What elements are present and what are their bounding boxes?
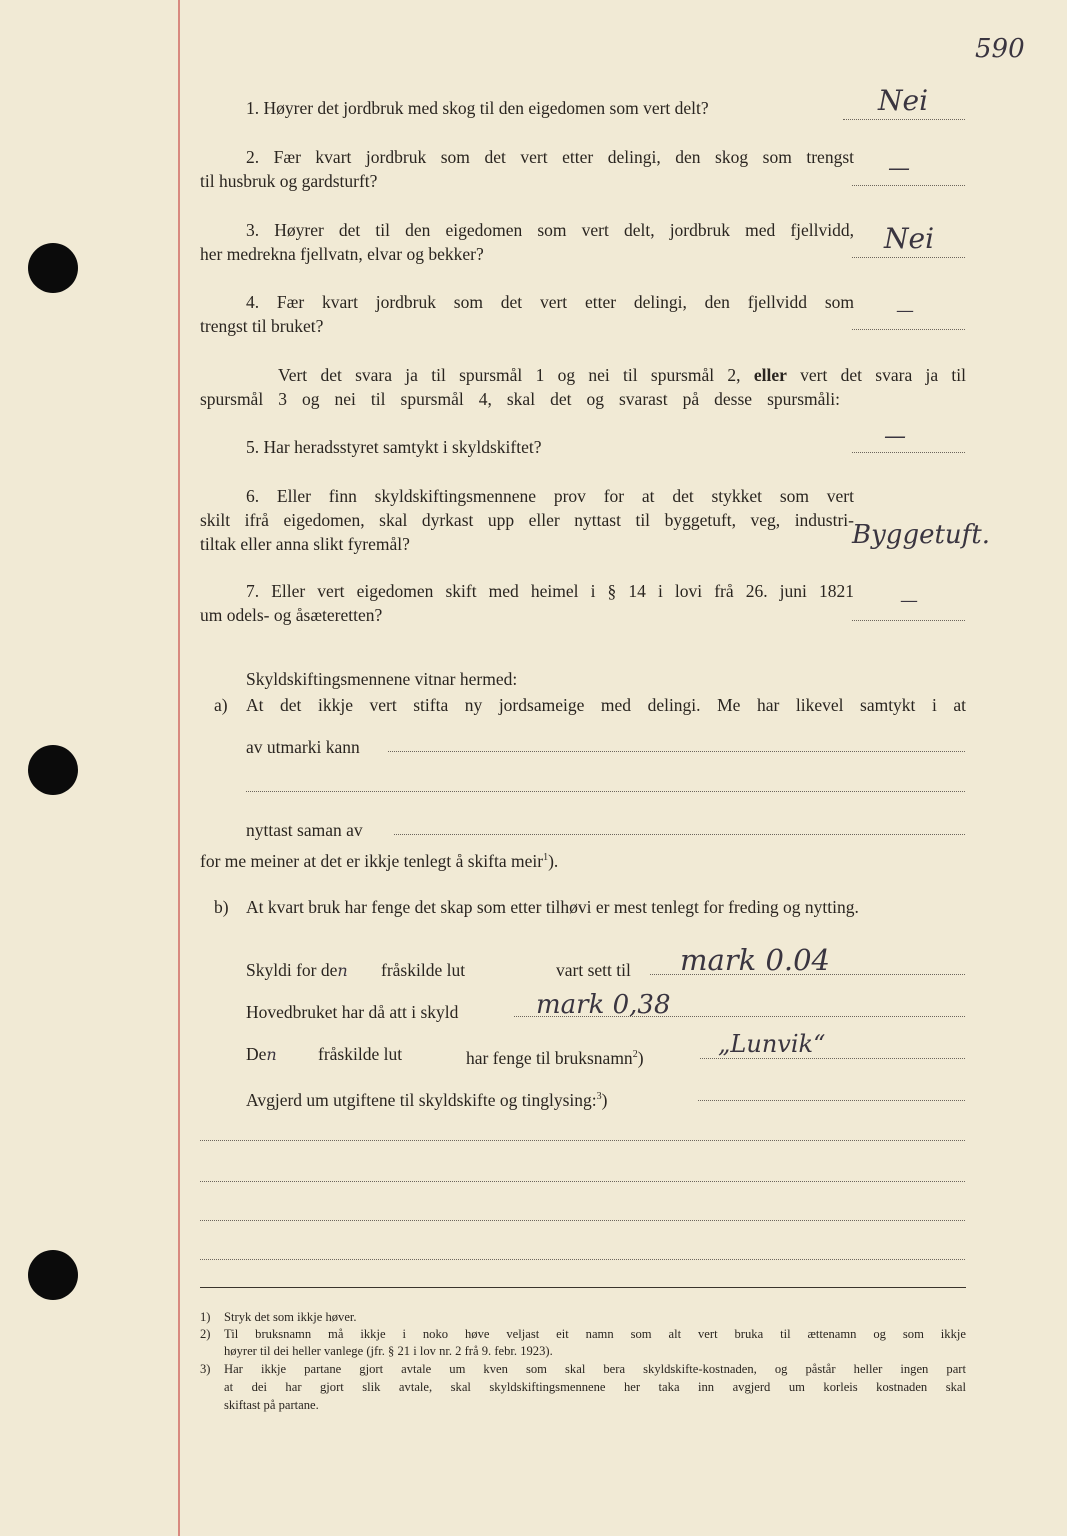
punch-hole-bottom bbox=[28, 1250, 78, 1300]
witness-b-line-1: At kvart bruk har fenge det skap som etter tilhøvi er mest tenlegt for freding og nytting. bbox=[246, 897, 859, 917]
blank-line-3 bbox=[200, 1220, 965, 1221]
answer-line-5 bbox=[852, 452, 965, 453]
witness-heading: Skyldskiftingsmennene vitnar hermed: bbox=[246, 669, 518, 689]
intro-bold-eller: eller bbox=[753, 365, 787, 385]
skyld-line-2-label: Hovedbruket har då att i skyld bbox=[246, 1002, 459, 1022]
witness-a-line-4 bbox=[200, 846, 558, 873]
skyld-line-1-a: Skyldi for de bbox=[246, 960, 338, 980]
question-3-line-2: her medrekna fjellvatn, elvar og bekker? bbox=[200, 244, 484, 264]
skyld-line-3-label bbox=[246, 1043, 277, 1066]
skyld-line-3-handwritten-n: n bbox=[266, 1045, 277, 1064]
footnote-ref-1: 1 bbox=[543, 852, 549, 863]
utmark-fill-line-2 bbox=[246, 791, 965, 792]
skyld-line-1-label bbox=[246, 959, 348, 982]
question-6-line-3: tiltak eller anna slikt fyremål? bbox=[200, 534, 410, 554]
witness-a-label: a) bbox=[214, 695, 228, 715]
answer-line-3 bbox=[852, 257, 965, 258]
answer-7: — bbox=[900, 590, 918, 611]
footnote-2-line-1: Til bruksnamn må ikkje i noko høve veljast eit namn som alt vert bruka til ættenamn og som ikkje bbox=[224, 1327, 966, 1341]
answer-line-1 bbox=[843, 119, 965, 120]
witness-a-line-4-text: for me meiner at det er ikkje tenlegt å skifta meir bbox=[200, 850, 544, 871]
skyld-line-3-b: fråskilde lut bbox=[318, 1044, 403, 1064]
footnote-3-number: 3) bbox=[200, 1362, 211, 1376]
blank-line-4 bbox=[200, 1259, 965, 1260]
answer-2: — bbox=[888, 156, 910, 181]
answer-1: Nei bbox=[878, 84, 929, 117]
intro-line-1-end: vert det svara ja til bbox=[800, 365, 967, 385]
punch-hole-top bbox=[28, 243, 78, 293]
intro-line-1 bbox=[278, 364, 966, 387]
footnote-ref-3: 3 bbox=[596, 1091, 602, 1102]
saman-fill-line bbox=[394, 834, 965, 835]
skyld-value-1: mark 0.04 bbox=[680, 943, 831, 977]
question-7-line-2: um odels- og åsæteretten? bbox=[200, 605, 383, 625]
footnote-separator bbox=[200, 1287, 966, 1288]
answer-line-4 bbox=[852, 329, 965, 330]
witness-b-label: b) bbox=[214, 897, 229, 917]
question-4-line-2: trengst til bruket? bbox=[200, 316, 324, 336]
question-4-line-1: 4. Fær kvart jordbruk som det vert etter delingi, den fjellvidd som bbox=[246, 292, 854, 312]
question-7-line-1: 7. Eller vert eigedomen skift med heimel i § 14 i lovi frå 26. juni 1821 bbox=[246, 581, 854, 601]
red-margin-line bbox=[178, 0, 180, 1536]
skyld-line-3-c bbox=[466, 1043, 644, 1070]
question-5: 5. Har heradsstyret samtykt i skyldskiftet? bbox=[246, 437, 542, 457]
question-6-line-1: 6. Eller finn skyldskiftingsmennene prov for at det stykket som vert bbox=[246, 486, 854, 506]
utmark-fill-line bbox=[388, 751, 965, 752]
blank-line-2 bbox=[200, 1181, 965, 1182]
blank-line-1 bbox=[200, 1140, 965, 1141]
footnote-ref-2: 2 bbox=[632, 1049, 638, 1060]
footnote-2-line-2: høyrer til dei heller vanlege (jfr. § 21 i lov nr. 2 frå 9. febr. 1923). bbox=[224, 1344, 553, 1358]
page-number: 590 bbox=[975, 34, 1025, 64]
intro-line-1-start: Vert det svara ja til spursmål 1 og nei til spursmål 2, bbox=[278, 365, 741, 385]
intro-line-2: spursmål 3 og nei til spursmål 4, skal det og svarast på desse spursmåli: bbox=[200, 389, 840, 409]
skyld-line-3-a: De bbox=[246, 1044, 267, 1064]
skyld-line-3-c-end: ) bbox=[637, 1047, 644, 1068]
witness-a-line-4-end: ). bbox=[548, 850, 559, 871]
skyld-value-3: „Lunvik“ bbox=[718, 1030, 826, 1058]
footnote-2-number: 2) bbox=[200, 1327, 211, 1341]
question-2-line-1: 2. Fær kvart jordbruk som det vert etter delingi, den skog som trengst bbox=[246, 147, 854, 167]
footnote-1-line-1: Stryk det som ikkje høver. bbox=[224, 1310, 357, 1324]
witness-a-line-3: nyttast saman av bbox=[246, 820, 363, 840]
witness-a-line-1: At det ikkje vert stifta ny jordsameige med delingi. Me har likevel samtykt i at bbox=[246, 695, 966, 715]
punch-hole-middle bbox=[28, 745, 78, 795]
skyld-line-3-c-text: har fenge til bruksnamn bbox=[466, 1047, 633, 1068]
skyld-line-3-fill bbox=[700, 1058, 965, 1059]
answer-line-7 bbox=[852, 620, 965, 621]
skyld-line-4-label bbox=[246, 1085, 607, 1112]
skyld-line-1-c: vart sett til bbox=[556, 960, 631, 980]
question-6-line-2: skilt ifrå eigedomen, skal dyrkast upp eller nyttast til byggetuft, veg, industri- bbox=[200, 510, 854, 530]
skyld-line-4-fill bbox=[698, 1100, 965, 1101]
answer-5: — bbox=[884, 424, 906, 449]
footnote-3-line-1: Har ikkje partane gjort avtale um kven som skal bera skyldskifte-kostnaden, og påstår heller ingen part bbox=[224, 1362, 966, 1376]
witness-a-line-2: av utmarki kann bbox=[246, 737, 360, 757]
footnote-3-line-3: skiftast på partane. bbox=[224, 1398, 319, 1412]
question-3-line-1: 3. Høyrer det til den eigedomen som vert delt, jordbruk med fjellvidd, bbox=[246, 220, 854, 240]
answer-3: Nei bbox=[884, 222, 935, 255]
question-1: 1. Høyrer det jordbruk med skog til den eigedomen som vert delt? bbox=[246, 98, 709, 118]
answer-line-2 bbox=[852, 185, 965, 186]
skyld-line-1-b: fråskilde lut bbox=[381, 960, 466, 980]
skyld-value-2: mark 0,38 bbox=[536, 990, 671, 1020]
footnote-1-number: 1) bbox=[200, 1310, 211, 1324]
answer-4: — bbox=[896, 300, 914, 321]
skyld-line-1-handwritten-n: n bbox=[337, 961, 348, 980]
skyld-line-4-end: ) bbox=[601, 1089, 608, 1110]
skyld-line-4-text: Avgjerd um utgiftene til skyldskifte og tinglysing: bbox=[246, 1089, 597, 1110]
question-2-line-2: til husbruk og gardsturft? bbox=[200, 171, 378, 191]
answer-6: Byggetuft. bbox=[852, 520, 990, 550]
footnote-3-line-2: at dei har gjort slik avtale, skal skyldskiftingsmennene her taka inn avgjerd um korleis kostnaden skal bbox=[224, 1380, 966, 1394]
